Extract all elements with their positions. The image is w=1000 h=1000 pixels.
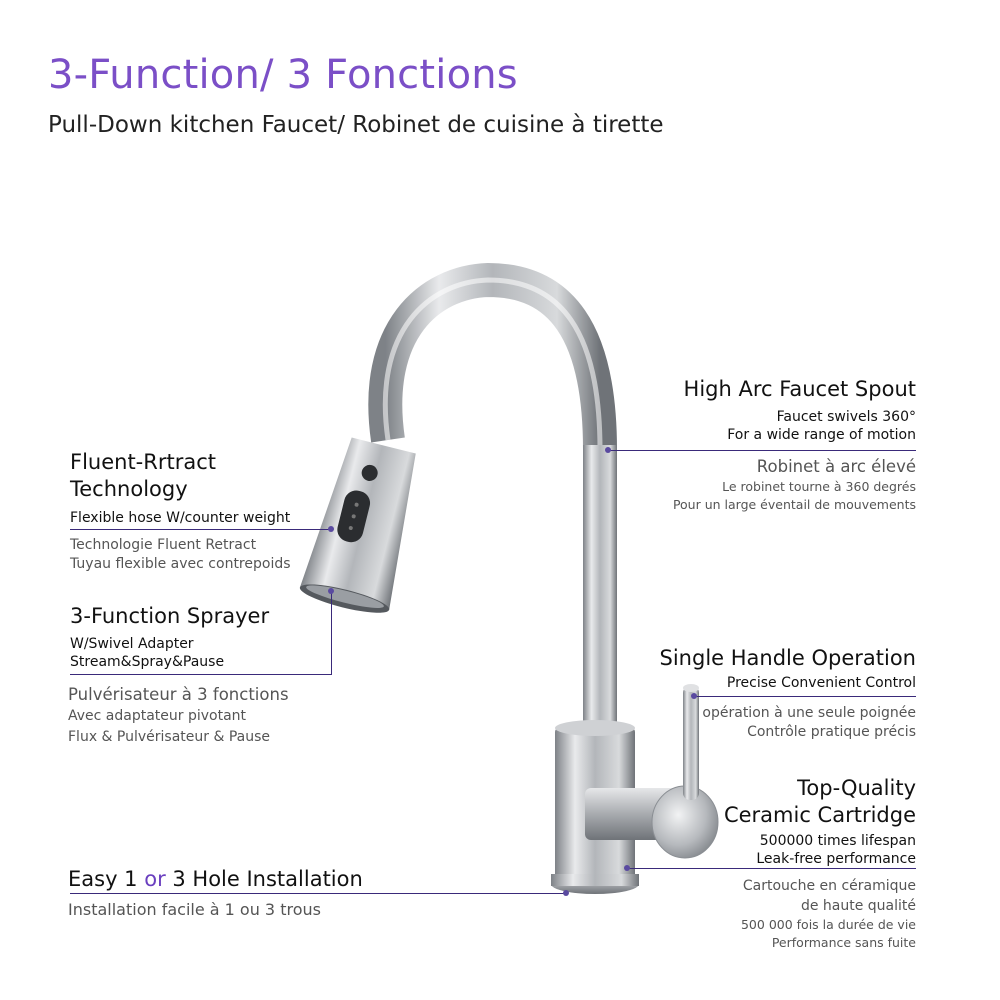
install-heading-or: or <box>144 867 166 891</box>
sprayer-fr-line1: Avec adaptateur pivotant <box>68 708 247 724</box>
handle-heading: Single Handle Operation <box>659 646 916 670</box>
leader-install <box>70 893 566 894</box>
leader-install-dot <box>563 890 569 896</box>
leader-sprayer-dot <box>328 588 334 594</box>
feature-sprayer-fr <box>68 684 368 748</box>
feature-retract <box>70 449 350 527</box>
cartridge-heading-line2: Ceramic Cartridge <box>723 803 916 827</box>
cartridge-fr-line2: de haute qualité <box>800 898 916 914</box>
retract-en-line1: Flexible hose W/counter weight <box>70 510 291 526</box>
install-heading <box>68 866 548 893</box>
feature-cartridge-fr <box>596 876 916 952</box>
feature-sprayer <box>70 603 350 671</box>
retract-heading-line1: Fluent-Rrtract <box>70 450 217 474</box>
cartridge-heading-line1: Top-Quality <box>797 776 916 800</box>
leader-cartridge <box>628 868 916 869</box>
spout-en-line1: Faucet swivels 360° <box>776 409 916 425</box>
spout-en-line2: For a wide range of motion <box>727 427 916 443</box>
retract-fr-line1: Technologie Fluent Retract <box>70 537 257 553</box>
cartridge-fr-line1: Cartouche en céramique <box>742 878 916 894</box>
spout-fr-line2: Pour un large éventail de mouvements <box>672 497 916 512</box>
feature-cartridge <box>596 775 916 868</box>
page-title: 3-Function/ 3 Fonctions <box>48 52 518 98</box>
leader-handle <box>694 696 916 697</box>
leader-retract <box>70 529 332 530</box>
leader-handle-dot <box>691 693 697 699</box>
retract-heading-line2: Technology <box>70 477 188 501</box>
handle-fr-line1: opération à une seule poignée <box>702 705 916 721</box>
leader-spout-dot <box>605 447 611 453</box>
page-subtitle: Pull-Down kitchen Faucet/ Robinet de cuisine à tirette <box>48 112 664 138</box>
cartridge-en-line2: Leak-free performance <box>756 851 916 867</box>
feature-handle-fr <box>596 704 916 742</box>
handle-fr-line2: Contrôle pratique précis <box>747 724 916 740</box>
feature-install <box>68 866 548 893</box>
feature-spout <box>596 376 916 444</box>
leader-sprayer-h <box>70 674 332 675</box>
sprayer-en-line1: W/Swivel Adapter <box>70 636 194 652</box>
feature-install-fr <box>68 899 548 921</box>
retract-fr-line2: Tuyau flexible avec contrepoids <box>70 556 291 572</box>
cartridge-fr-line4: Performance sans fuite <box>771 935 916 950</box>
install-heading-part1: Easy 1 <box>68 867 145 891</box>
install-fr-line1: Installation facile à 1 ou 3 trous <box>68 900 321 919</box>
sprayer-en-line2: Stream&Spray&Pause <box>70 654 225 670</box>
feature-spout-fr <box>576 456 916 514</box>
spout-heading: High Arc Faucet Spout <box>683 377 916 401</box>
cartridge-fr-line3: 500 000 fois la durée de vie <box>740 917 916 932</box>
feature-handle <box>596 645 916 692</box>
spout-arc <box>385 280 600 450</box>
spout-fr-line1: Le robinet tourne à 360 degrés <box>722 479 916 494</box>
handle-en-line1: Precise Convenient Control <box>726 675 916 691</box>
sprayer-fr-line2: Flux & Pulvérisateur & Pause <box>68 729 271 745</box>
sprayer-heading: 3-Function Sprayer <box>70 604 270 628</box>
spout-fr-heading: Robinet à arc élevé <box>756 457 916 476</box>
feature-retract-fr <box>70 536 350 574</box>
install-heading-part2: 3 Hole Installation <box>165 867 363 891</box>
leader-spout <box>610 450 916 451</box>
cartridge-en-line1: 500000 times lifespan <box>759 833 916 849</box>
sprayer-fr-heading: Pulvérisateur à 3 fonctions <box>68 685 289 704</box>
